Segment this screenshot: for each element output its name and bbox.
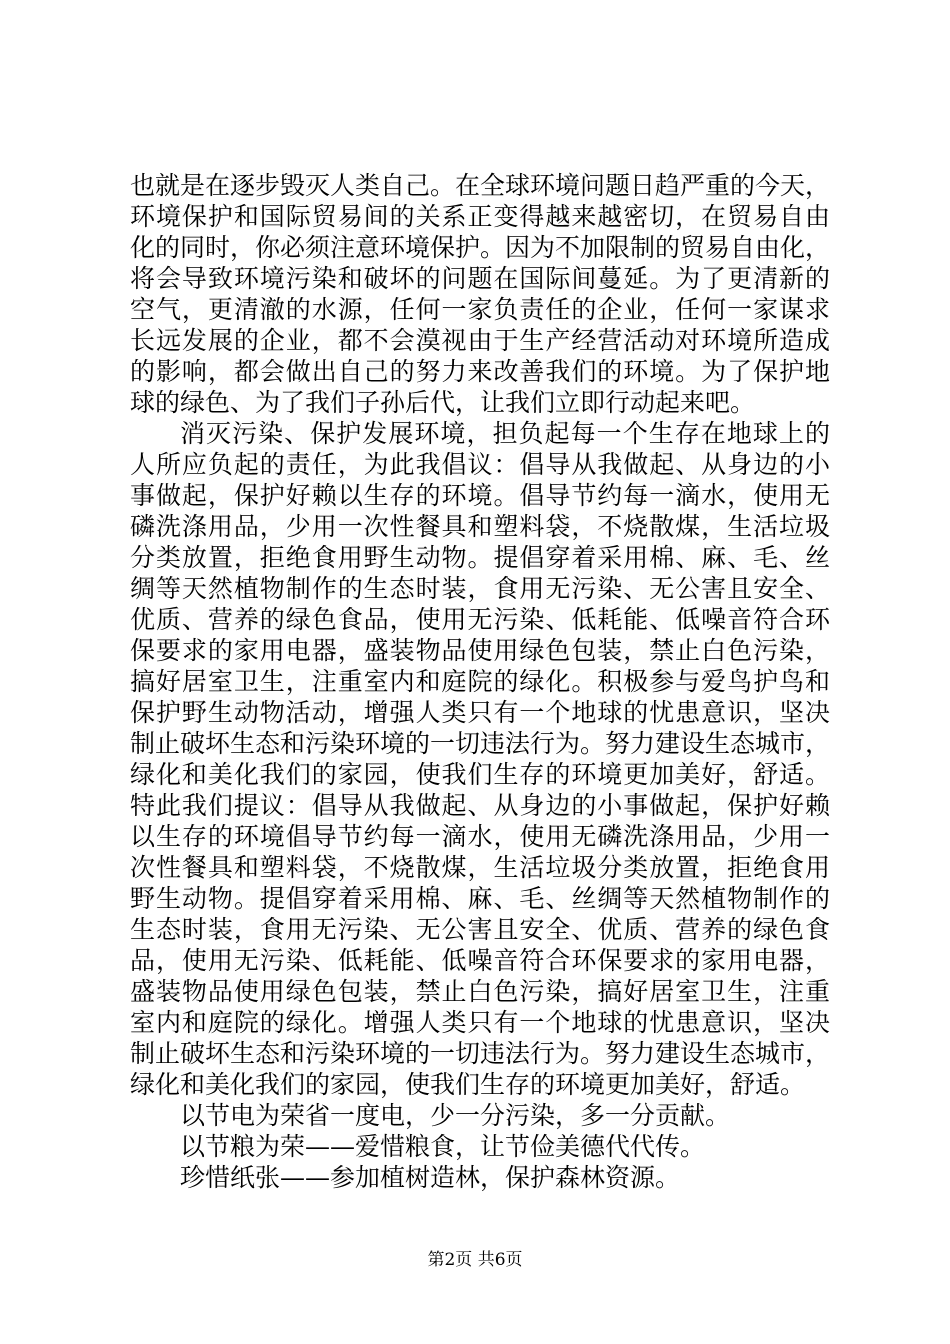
text-line: 也就是在逐步毁灭人类自己。在全球环境问题日趋严重的今天， <box>130 171 831 200</box>
text-line: 优质、营养的绿色食品，使用无污染、低耗能、低噪音符合环 <box>130 605 830 634</box>
text-line: 绸等天然植物制作的生态时装，食用无污染、无公害且安全、 <box>130 574 830 603</box>
text-line: 保要求的家用电器，盛装物品使用绿色包装，禁止白色污染， <box>130 636 830 665</box>
text-line: 球的绿色、为了我们子孙后代，让我们立即行动起来吧。 <box>130 388 756 417</box>
text-line: 搞好居室卫生，注重室内和庭院的绿化。积极参与爱鸟护鸟和 <box>130 667 830 696</box>
text-line: 长远发展的企业，都不会漠视由于生产经营活动对环境所造成 <box>130 326 830 355</box>
text-line: 分类放置，拒绝食用野生动物。提倡穿着采用棉、麻、毛、丝 <box>130 543 830 572</box>
text-line: 生态时装，食用无污染、无公害且安全、优质、营养的绿色食 <box>130 915 830 944</box>
paragraph <box>130 1162 830 1193</box>
text-line: 特此我们提议：倡导从我做起、从身边的小事做起，保护好赖 <box>130 791 830 820</box>
text-line: 以节电为荣省一度电，少一分污染，多一分贡献。 <box>180 1101 731 1130</box>
text-line: 将会导致环境污染和破坏的问题在国际间蔓延。为了更清新的 <box>130 264 830 293</box>
text-line: 事做起，保护好赖以生存的环境。倡导节约每一滴水，使用无 <box>130 481 830 510</box>
text-line: 珍惜纸张——参加植树造林，保护森林资源。 <box>180 1163 681 1192</box>
paragraph <box>130 418 830 1100</box>
paragraph <box>130 1131 830 1162</box>
text-line: 以节粮为荣——爱惜粮食，让节俭美德代代传。 <box>180 1132 706 1161</box>
text-line: 次性餐具和塑料袋，不烧散煤，生活垃圾分类放置，拒绝食用 <box>130 853 830 882</box>
paragraph <box>130 1100 830 1131</box>
text-line: 绿化和美化我们的家园，使我们生存的环境更加美好，舒适。 <box>130 760 830 789</box>
text-line: 室内和庭院的绿化。增强人类只有一个地球的忧患意识，坚决 <box>130 1008 830 1037</box>
text-line: 消灭污染、保护发展环境，担负起每一个生存在地球上的 <box>180 419 830 448</box>
text-line: 环境保护和国际贸易间的关系正变得越来越密切，在贸易自由 <box>130 202 830 231</box>
text-line: 保护野生动物活动，增强人类只有一个地球的忧患意识，坚决 <box>130 698 830 727</box>
text-line: 制止破坏生态和污染环境的一切违法行为。努力建设生态城市， <box>130 729 831 758</box>
text-line: 盛装物品使用绿色包装，禁止白色污染，搞好居室卫生，注重 <box>130 977 830 1006</box>
text-line: 的影响，都会做出自己的努力来改善我们的环境。为了保护地 <box>130 357 830 386</box>
text-line: 绿化和美化我们的家园，使我们生存的环境更加美好，舒适。 <box>130 1070 806 1099</box>
text-line: 以生存的环境倡导节约每一滴水，使用无磷洗涤用品，少用一 <box>130 822 830 851</box>
text-line: 化的同时，你必须注意环境保护。因为不加限制的贸易自由化， <box>130 233 831 262</box>
text-line: 人所应负起的责任，为此我倡议：倡导从我做起、从身边的小 <box>130 450 830 479</box>
text-line: 野生动物。提倡穿着采用棉、麻、毛、丝绸等天然植物制作的 <box>130 884 830 913</box>
text-line: 磷洗涤用品，少用一次性餐具和塑料袋，不烧散煤，生活垃圾 <box>130 512 830 541</box>
text-line: 品，使用无污染、低耗能、低噪音符合环保要求的家用电器， <box>130 946 830 975</box>
text-line: 空气，更清澈的水源，任何一家负责任的企业，任何一家谋求 <box>130 295 830 324</box>
page-footer: 第2页 共6页 <box>427 1250 523 1270</box>
text-line: 制止破坏生态和污染环境的一切违法行为。努力建设生态城市， <box>130 1039 831 1068</box>
paragraph <box>130 170 830 418</box>
document-body <box>130 170 830 1193</box>
